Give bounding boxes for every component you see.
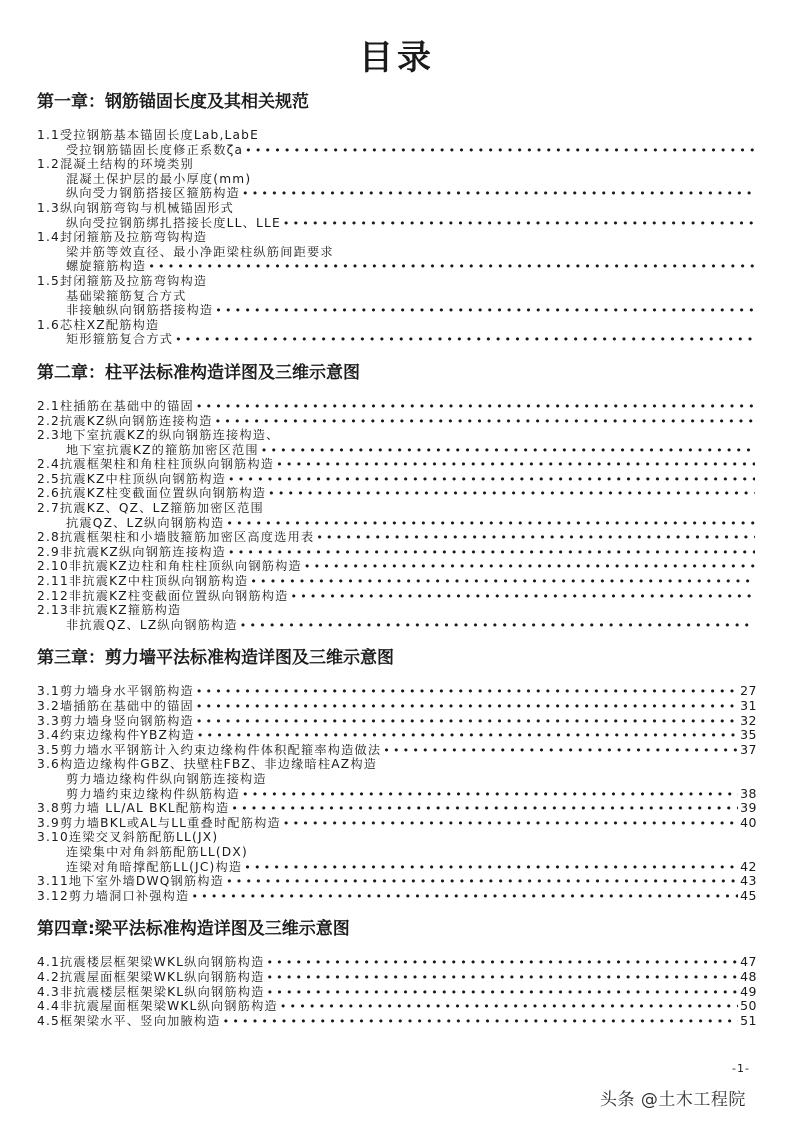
toc-entry[interactable] xyxy=(37,259,757,274)
dot-leader xyxy=(245,144,755,159)
dot-leader xyxy=(261,444,755,459)
dot-leader xyxy=(228,546,755,561)
toc-entry-title: 1.5封闭箍筋及拉筋弯钩构造 xyxy=(37,273,208,288)
toc-entry[interactable] xyxy=(37,699,757,714)
toc-entry-title: 受拉钢筋锚固长度修正系数ζa xyxy=(66,142,244,157)
toc-entry-title: 3.9剪力墙BKL或AL与LL重叠时配筋构造 xyxy=(37,815,281,830)
toc-entry-page: 35 xyxy=(740,727,757,743)
toc-entry-title: 纵向受力钢筋搭接区箍筋构造 xyxy=(66,186,241,201)
toc-entry[interactable] xyxy=(37,428,757,443)
dot-leader xyxy=(231,802,738,817)
chapter-title: 第一章：钢筋锚固长度及其相关规范 xyxy=(37,92,309,112)
toc-entry-title: 2.1柱插筋在基础中的锚固 xyxy=(37,398,194,413)
dot-leader xyxy=(175,333,755,348)
toc-entry[interactable] xyxy=(37,457,757,472)
toc-entry[interactable] xyxy=(37,274,757,289)
toc-entry-page: 49 xyxy=(740,983,757,999)
toc-entry[interactable] xyxy=(37,1014,757,1029)
toc-entry-page: 38 xyxy=(740,785,757,801)
toc-entry[interactable] xyxy=(37,545,757,560)
dot-leader xyxy=(276,458,755,473)
toc-entry[interactable] xyxy=(37,603,757,618)
chapter-section xyxy=(37,361,757,633)
toc-entry[interactable] xyxy=(37,172,757,187)
toc-entry-title: 剪力墙约束边缘构件纵筋构造 xyxy=(66,786,241,801)
toc-entry-title: 3.12剪力墙洞口补强构造 xyxy=(37,888,190,903)
dot-leader xyxy=(196,715,738,730)
toc-entry[interactable] xyxy=(37,289,757,304)
dot-leader xyxy=(283,217,755,232)
toc-entry[interactable] xyxy=(37,318,757,333)
toc-entry-title: 1.6芯柱XZ配筋构造 xyxy=(37,317,160,332)
toc-entry-title: 矩形箍筋复合方式 xyxy=(66,332,174,347)
dot-leader xyxy=(383,744,738,759)
toc-entry-title: 3.3剪力墙身竖向钢筋构造 xyxy=(37,713,194,728)
page-title: 目录 xyxy=(359,38,435,78)
toc-entry[interactable] xyxy=(37,486,757,501)
dot-leader xyxy=(191,890,738,905)
toc-entry-title: 1.2混凝土结构的环境类别 xyxy=(37,157,194,172)
toc-entry-title: 2.8抗震框架柱和小墙肢箍筋加密区高度选用表 xyxy=(37,530,315,545)
dot-leader xyxy=(196,685,738,700)
toc-entry[interactable] xyxy=(37,860,757,875)
toc-entry-title: 2.6抗震KZ柱变截面位置纵向钢筋构造 xyxy=(37,486,267,501)
dot-leader xyxy=(242,187,755,202)
toc-entry-title: 3.10连梁交叉斜筋配筋LL(JX) xyxy=(37,830,219,845)
toc-entry[interactable] xyxy=(37,516,757,531)
toc-entry-title: 2.2抗震KZ纵向钢筋连接构造 xyxy=(37,413,213,428)
toc-entry[interactable] xyxy=(37,128,757,143)
page-number: -1- xyxy=(732,1062,750,1075)
toc-entry[interactable] xyxy=(37,157,757,172)
toc-entry-page: 47 xyxy=(740,954,757,970)
toc-entry-page: 51 xyxy=(740,1012,757,1028)
chapter-section xyxy=(37,646,757,903)
toc-entry-title: 剪力墙边缘构件纵向钢筋连接构造 xyxy=(66,771,267,786)
toc-entry-title: 4.4非抗震屋面框架梁WKL纵向钢筋构造 xyxy=(37,999,278,1014)
toc-entry-title: 连梁对角暗撑配筋LL(JC)构造 xyxy=(66,859,243,874)
toc-entry-title: 3.8剪力墙 LL/AL BKL配筋构造 xyxy=(37,801,230,816)
toc-entry[interactable] xyxy=(37,230,757,245)
toc-entry-page: 50 xyxy=(740,998,757,1014)
toc-entry[interactable] xyxy=(37,501,757,516)
toc-entry[interactable] xyxy=(37,889,757,904)
toc-entry-title: 地下室抗震KZ的箍筋加密区范围 xyxy=(66,442,259,457)
toc-entry[interactable] xyxy=(37,743,757,758)
toc-entry[interactable] xyxy=(37,574,757,589)
toc-entry-title: 1.3纵向钢筋弯钩与机械锚固形式 xyxy=(37,200,235,215)
toc-entry-title: 基础梁箍筋复合方式 xyxy=(66,288,187,303)
toc-entry[interactable] xyxy=(37,801,757,816)
toc-entry[interactable] xyxy=(37,845,757,860)
dot-leader xyxy=(215,304,755,319)
toc-entry-title: 非抗震QZ、LZ纵向钢筋构造 xyxy=(66,617,238,632)
toc-entry-title: 梁并筋等效直径、最小净距梁柱纵筋间距要求 xyxy=(66,244,334,259)
toc-entry-title: 2.10非抗震KZ边柱和角柱柱顶纵向钢筋构造 xyxy=(37,559,302,574)
toc-entry[interactable] xyxy=(37,985,757,1000)
toc-entry[interactable] xyxy=(37,757,757,772)
toc-entry-page: 43 xyxy=(740,873,757,889)
chapter-title: 第四章:梁平法标准构造详图及三维示意图 xyxy=(37,919,350,940)
toc-entry[interactable] xyxy=(37,772,757,787)
dot-leader xyxy=(267,986,739,1001)
toc-entry-page: 27 xyxy=(740,683,757,699)
toc-entry-title: 1.4封闭箍筋及拉筋弯钩构造 xyxy=(37,230,208,245)
dot-leader xyxy=(316,531,755,546)
toc-entry-title: 3.6构造边缘构件GBZ、扶壁柱FBZ、非边缘暗柱AZ构造 xyxy=(37,757,378,772)
toc-entry-title: 1.1受拉钢筋基本锚固长度Lab,LabE xyxy=(37,128,260,142)
toc-entry[interactable] xyxy=(37,530,757,545)
toc-entry-title: 2.9非抗震KZ纵向钢筋连接构造 xyxy=(37,544,226,559)
toc-entry-title: 4.1抗震楼层框架梁WKL纵向钢筋构造 xyxy=(37,955,265,970)
toc-entry[interactable] xyxy=(37,399,757,414)
toc-entry[interactable] xyxy=(37,816,757,831)
toc-entry[interactable] xyxy=(37,728,757,743)
toc-entry[interactable] xyxy=(37,472,757,487)
toc-entry-title: 2.3地下室抗震KZ的纵向钢筋连接构造、 xyxy=(37,428,280,443)
dot-leader xyxy=(291,590,756,605)
toc-entry-page: 31 xyxy=(740,698,757,713)
toc-entry-title: 连梁集中对角斜筋配筋LL(DX) xyxy=(66,844,248,859)
dot-leader xyxy=(268,487,755,502)
toc-entry-title: 纵向受拉钢筋绑扎搭接长度LL、LLE xyxy=(66,215,281,230)
toc-entry[interactable] xyxy=(37,245,757,260)
chapter-section xyxy=(37,90,757,347)
toc-entry-page: 42 xyxy=(740,858,757,874)
toc-entry-page: 48 xyxy=(740,968,757,984)
toc-entry[interactable] xyxy=(37,999,757,1014)
dot-leader xyxy=(304,560,755,575)
toc-entry-title: 混凝土保护层的最小厚度(mm) xyxy=(66,171,252,186)
toc-entry-title: 2.4抗震框架柱和角柱柱顶纵向钢筋构造 xyxy=(37,457,275,472)
toc-entry-title: 3.2墙插筋在基础中的锚固 xyxy=(37,699,194,713)
toc-entry-title: 2.12非抗震KZ柱变截面位置纵向钢筋构造 xyxy=(37,588,289,603)
toc-entry[interactable] xyxy=(37,143,757,158)
toc-entry-page: 32 xyxy=(740,712,757,728)
toc-entry[interactable] xyxy=(37,332,757,347)
toc-entry[interactable] xyxy=(37,955,757,970)
chapter-section xyxy=(37,917,757,1028)
toc-entry-title: 非接触纵向钢筋搭接构造 xyxy=(66,303,214,318)
toc-entry-page: 40 xyxy=(740,814,757,830)
toc-entry-title: 3.5剪力墙水平钢筋计入约束边缘构件体积配箍率构造做法 xyxy=(37,742,382,757)
toc-entry[interactable] xyxy=(37,618,757,633)
toc-entry-title: 2.5抗震KZ中柱顶纵向钢筋构造 xyxy=(37,471,226,486)
toc-entry[interactable] xyxy=(37,443,757,458)
toc-entry-title: 4.5框架梁水平、竖向加腋构造 xyxy=(37,1013,221,1028)
toc-entry-page: 45 xyxy=(740,887,757,903)
toc-entry-title: 4.3非抗震楼层框架梁KL纵向钢筋构造 xyxy=(37,984,265,999)
toc-entry[interactable] xyxy=(37,830,757,845)
dot-leader xyxy=(250,575,755,590)
toc-entry[interactable] xyxy=(37,589,757,604)
dot-leader xyxy=(266,956,738,971)
toc-entry[interactable] xyxy=(37,559,757,574)
toc-entry[interactable] xyxy=(37,787,757,802)
toc-entry[interactable] xyxy=(37,201,757,216)
toc-entry-title: 3.1剪力墙身水平钢筋构造 xyxy=(37,684,194,699)
toc-entry-page: 39 xyxy=(740,800,757,816)
dot-leader xyxy=(215,415,755,430)
dot-leader xyxy=(223,1015,738,1030)
dot-leader xyxy=(280,1000,738,1015)
toc-entry-title: 2.7抗震KZ、QZ、LZ箍筋加密区范围 xyxy=(37,501,264,516)
toc-container xyxy=(37,90,757,1042)
chapter-title: 第三章：剪力墙平法标准构造详图及三维示意图 xyxy=(37,648,394,669)
toc-entry-title: 3.4约束边缘构件YBZ构造 xyxy=(37,728,195,743)
dot-leader xyxy=(196,400,755,415)
toc-entry[interactable] xyxy=(37,970,757,985)
dot-leader xyxy=(226,875,738,890)
toc-entry[interactable] xyxy=(37,186,757,201)
dot-leader xyxy=(266,971,738,986)
toc-entry-title: 抗震QZ、LZ纵向钢筋构造 xyxy=(66,515,225,530)
watermark-text: 头条 @土木工程院 xyxy=(600,1090,746,1110)
toc-entry-title: 2.11非抗震KZ中柱顶纵向钢筋构造 xyxy=(37,574,249,589)
dot-leader xyxy=(242,788,738,803)
toc-entry-title: 螺旋箍筋构造 xyxy=(66,259,147,274)
toc-entry[interactable] xyxy=(37,414,757,429)
dot-leader xyxy=(283,817,738,832)
toc-entry-title: 4.2抗震屋面框架梁WKL纵向钢筋构造 xyxy=(37,969,265,984)
dot-leader xyxy=(244,861,738,876)
dot-leader xyxy=(197,729,738,744)
toc-entry[interactable] xyxy=(37,303,757,318)
dot-leader xyxy=(196,700,738,715)
toc-entry-title: 3.11地下室外墙DWQ钢筋构造 xyxy=(37,874,225,889)
chapter-title: 第二章：柱平法标准构造详图及三维示意图 xyxy=(37,362,360,383)
dot-leader xyxy=(148,260,755,275)
toc-entry[interactable] xyxy=(37,684,757,699)
toc-entry-page: 37 xyxy=(740,741,757,757)
dot-leader xyxy=(240,619,755,634)
dot-leader xyxy=(228,473,755,488)
toc-entry[interactable] xyxy=(37,714,757,729)
toc-entry[interactable] xyxy=(37,216,757,231)
toc-entry-title: 2.13非抗震KZ箍筋构造 xyxy=(37,603,182,618)
toc-entry[interactable] xyxy=(37,874,757,889)
